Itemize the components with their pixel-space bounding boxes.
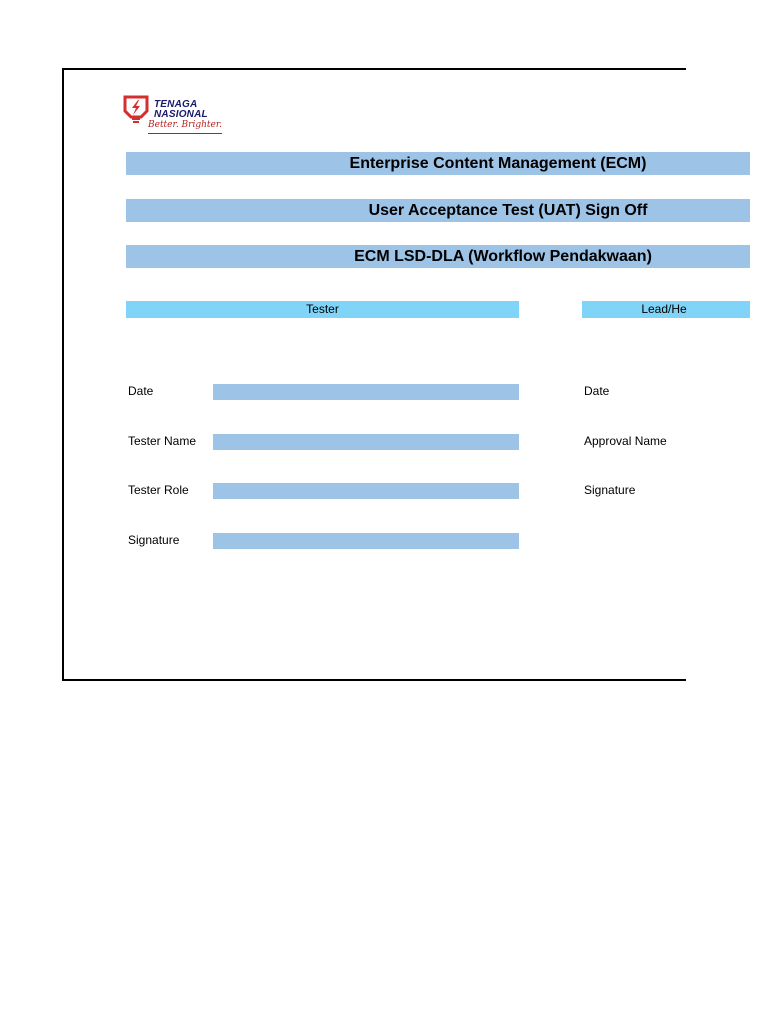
tester-signature-field[interactable] — [213, 533, 519, 549]
tester-role-label: Tester Role — [128, 483, 189, 497]
lead-approval-name-label: Approval Name — [584, 434, 667, 448]
lead-signature-label: Signature — [584, 483, 636, 497]
tester-section-header: Tester — [126, 301, 519, 318]
title-bar-workflow — [126, 245, 750, 268]
title-uat: User Acceptance Test (UAT) Sign Off — [368, 202, 648, 219]
logo-text-nasional: NASIONAL — [154, 109, 208, 120]
title-bar-ecm — [126, 152, 750, 175]
tester-date-field[interactable] — [213, 384, 519, 400]
tester-name-label: Tester Name — [128, 434, 197, 448]
lightning-bulb-icon — [122, 94, 150, 124]
logo-text-tenaga: TENAGA — [154, 99, 198, 110]
tester-signature-label: Signature — [128, 533, 180, 547]
tester-role-field[interactable] — [213, 483, 519, 499]
logo-underline — [148, 133, 222, 134]
title-bar-uat — [126, 199, 750, 222]
lead-date-label: Date — [584, 384, 610, 398]
logo-tagline: Better. Brighter. — [148, 120, 223, 130]
company-logo — [122, 94, 232, 138]
lead-section-header: Lead/He — [582, 301, 750, 318]
title-workflow: ECM LSD-DLA (Workflow Pendakwaan) — [354, 248, 652, 265]
title-ecm: Enterprise Content Management (ECM) — [349, 155, 647, 172]
tester-date-label: Date — [128, 384, 154, 398]
tester-name-field[interactable] — [213, 434, 519, 450]
